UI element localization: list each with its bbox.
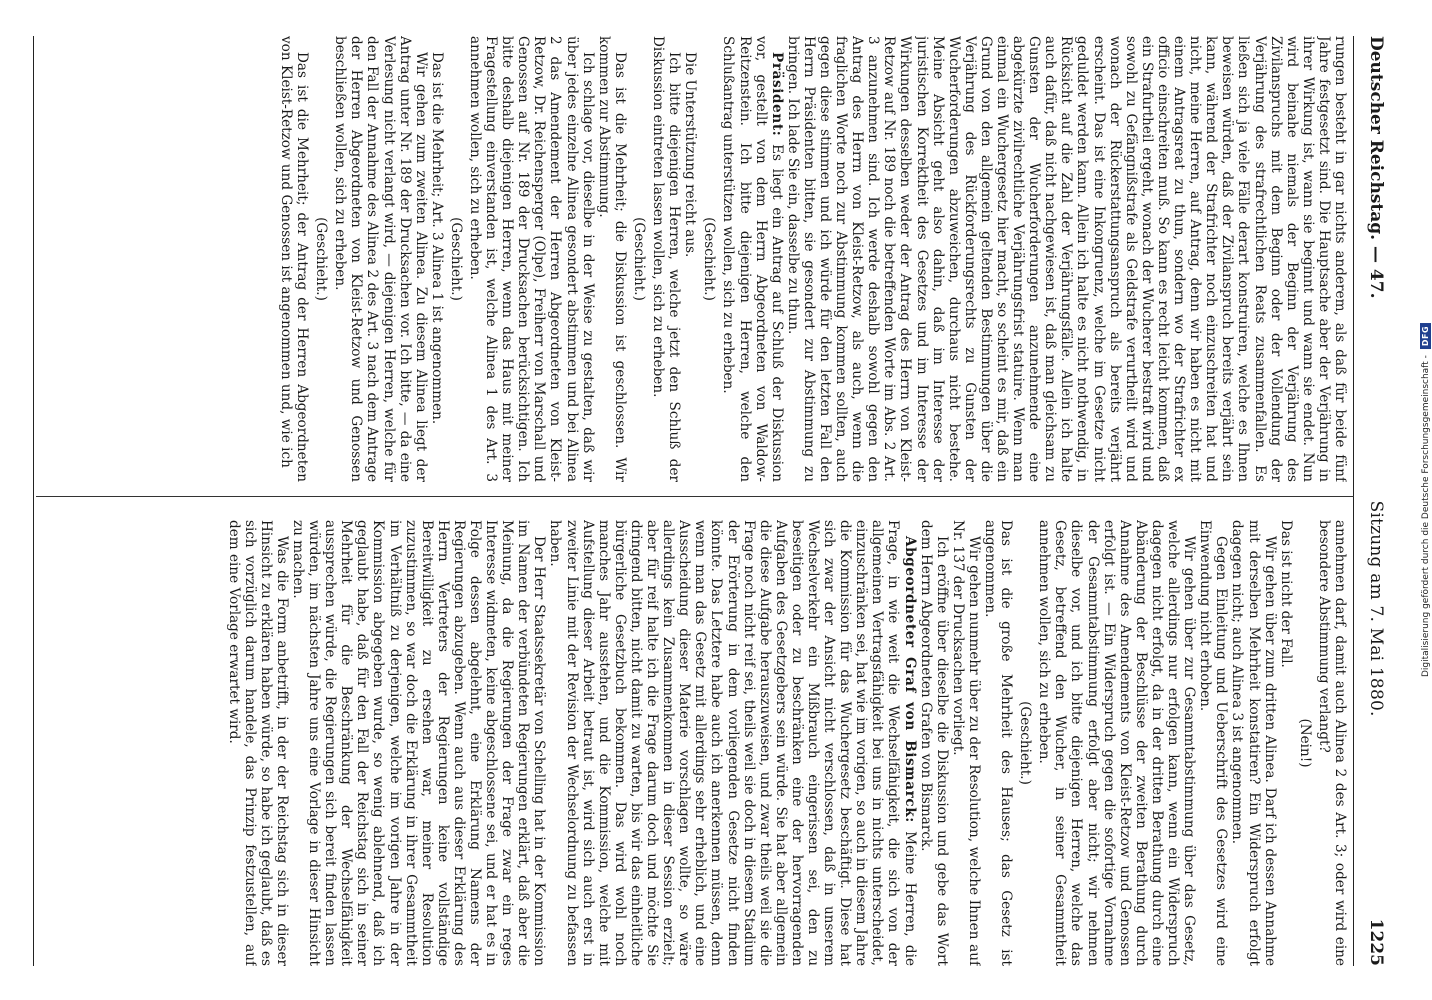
watermark-text: Digitalisierung gefördert durch die Deutsche Forschungsgemeinschaft - [1420, 355, 1431, 678]
text-paragraph: Wir gehen nunmehr über zu der Resolution, welche Ihnen auf Nr. 137 der Drucksachen vorliegt. [949, 520, 982, 966]
text-paragraph: Der Herr Staatssekretär von Schelling hat in der Kommission im Namen der verbündeten Regierungen erklärt, daß aber die Meinung, da die Regierungen der Frage zwar ein reges Interesse widmeten, keine abgeschlossene sei, und er hat es in Folge dessen abgelehnt, eine Erklärung Namens der Regierungen abzugeben. Wenn auch aus dieser Erklärung des Herrn Vertreters der Regierungen keine vollständige Bereitwilligkeit zu ersehen war, meiner Resolution zuzustimmen, so war doch die Erklärung in ihrer Gesammtheit im Verhältniß zu derjenigen, welche im vorigen Jahre in der Kommission abgegeben wurde, so wenig ablehnend, daß ich geglaubt habe, daß für den Fall der Reichstag sich in seiner Mehrheit für die Beschränkung der Wechselfähigkeit aussprechen würde, die Regierungen sich bereit finden lassen würden, im nächsten Jahre uns eine Vorlage in dieser Hinsicht zu machen. [290, 520, 548, 966]
footer-rule [33, 36, 34, 966]
stage-direction: (Geschieht.) [447, 217, 464, 301]
text-paragraph: Gegen Einleitung und Ueberschrift des Gesetzes wird eine Einwendung nicht erhoben. [1197, 520, 1230, 966]
speech-text: Meine Herren, die Frage, in wie weit die Wechselfähigkeit, die sich von der allgemeinen Vertragsfähigkeit bei uns in nichts unterscheidet, einzuschränken sei, hat wie im vorigen, so auch in diesem Jahre die Kommission für das Wuchergesetz beschäftigt. Diese hat sich zwar der Ansicht nicht verschlossen, daß in unserem Wechselverkehr ein Mißbrauch eingerissen sei, den zu beseitigen oder zu beschränken eine der hervorragenden Aufgaben des Gesetzgebers sein würde. Sie hat aber allgemein die diese Aufgabe herauszuweisen, und zwar theils weil sie die Frage noch nicht reif sei, theils weil sie doch in diesem Stadium der Erörterung in dem vorliegenden Gesetze nicht finden könnte. Das Letztere habe auch ich anerkennen müssen, denn wenn man das Gesetz mit allerdings sehr erheblich, und eine Ausscheidung dieser Materie vorschlagen wollte, so wäre allerdings kein Zusammenkommen in dieser Session erzielt; aber für reif halte ich die Frage darum doch und möchte Sie dringend bitten, nicht damit zu warten, bis wir das einheitliche bürgerliche Gesetzbuch bekommen. Das wird wohl noch manches Jahr ausstehen, und die Kommission, welche mit Aufstellung dieser Arbeit betraut ist, wird sich auch erst in zweiter Linie mit der Revision der Wechselordnung zu befassen haben. [547, 520, 918, 966]
text-paragraph: Ich bitte diejenigen Herren, welche jetzt den Schluß der Diskussion eintreten lassen wollen, sich zu erheben. [650, 36, 683, 482]
text-paragraph: Das ist die große Mehrheit des Hauses; das Gesetz ist angenommen. [982, 520, 1015, 966]
page-header [1356, 36, 1396, 966]
digitization-watermark [1420, 323, 1431, 677]
left-column [38, 36, 1348, 482]
header-rule [1353, 36, 1354, 966]
speech-paragraph [720, 36, 784, 482]
text-paragraph: Ich eröffne über dieselbe die Diskussion und gebe das Wort dem Herrn Abgeordneten Grafen von Bismarck. [917, 520, 950, 966]
dfg-logo: DFG [1420, 323, 1431, 349]
speech-paragraph [547, 520, 917, 966]
text-paragraph: Wir gehen zum zweiten Alinea. Zu diesem Alinea liegt der Antrag unter Nr. 189 der Drucksachen vor. Ich bitte, — da eine Verlesung nicht verlangt wird, — diejenigen Herren, welche für den Fall der Annahme des Alinea 2 des Art. 3 nach dem Antrage der Herren Abgeordneten von Kleist-Retzow und Genossen beschließen wollen, sich zu erheben. [332, 36, 429, 482]
text-paragraph: Wir gehen über zum dritten Alinea. Darf ich dessen Annahme mit derselben Mehrheit konstatiren? Ein Widerspruch erfolgt dagegen nicht; auch Alinea 3 ist angenommen. [1229, 520, 1278, 966]
left-column-blocks [278, 36, 785, 482]
left-column-opening-paragraph: rungen besteht in gar nichts anderem, als daß für beide fünf Jahre festgesetzt sind. Die Hauptsache aber der Verjährung in ihrer Wirkung ist, wann sie beginnt und wann sie endet. Nun wird beinahe niemals der Beginn der Verjährung des Zivilanspruchs mit dem Beginn oder der Vollendung der Verjährung des strafrechtlichen Reats zusammenfallen. Es ließen sich ja viele Fälle derart konstruiren, welche es Ihnen beweisen würden, daß der Zivilanspruch bereits verjährt sein kann, während der Strafrichter noch einzuschreiten hat und nicht, meine Herren, auf Antrag, denn wir haben es nicht mit einem Antragsreat zu thun, sondern wo der Strafrichter ex officio einschreiten muß. So kann es recht leicht kommen, daß ein Strafurtheil ergeht, wonach der Wucherer bestraft wird und sowohl zu Gefängnißstrafe als Geldstrafe verurtheilt wird und wonach der Rückerstattungsanspruch als bereits verjährt erscheint. Das ist eine Inkongruenz, welche im Gesetze nicht geduldet werden kann. Allein ich halte es nicht nothwendig, in Rücksicht auf die Zahl der Verjährungsfälle. Allein ich halte auch dafür, daß nicht nachgewiesen ist, daß man gleichsam zu Gunsten der Wucherforderungen anzunehmende eine abgekürzte zivilrechtliche Verjährungsfrist statuire. Wenn man einmal ein Wuchergesetz hier macht, so scheint es mir, daß ein Grund von den allgemein geltenden Bestimmungen über die Verjährung des Rückforderungsrechts zu Gunsten der Wucherforderungen abzuweichen, durchaus nicht bestehe. Meine Absicht geht also dahin, daß im Interesse der juristischen Korrektheit des Gesetzes und im Interesse der Wirkungen desselben weder der Antrag des Herrn von Kleist-Retzow auf Nr. 189 noch die betreffenden Worte im Abs. 2 Art. 3 anzunehmen sind. Ich werde deshalb sowohl gegen den Antrag des Herrn von Kleist-Retzow, als auch, wenn die fraglichen Worte noch zur Abstimmung kommen sollten, auch gegen diese stimmen und ich würde für den letzten Fall den Herrn Präsidenten bitten, sie gesondert zur Abstimmung zu bringen. Ich lade Sie ein, dasselbe zu thun. [784, 36, 1348, 482]
right-column-blocks [226, 520, 1348, 966]
page-number: 1225 [1366, 918, 1386, 966]
text-paragraph: Das ist die Mehrheit; der Antrag der Herren Abgeordneten von Kleist-Retzow und Genossen ist angenommen und, wie ich [278, 36, 311, 482]
text-paragraph: Wir gehen über zur Gesammtabstimmung über das Gesetz, welche allerdings nur erfolgen kann, wenn ein Widerspruch dagegen nicht erfolgt, da in der dritten Berathung durch eine Abänderung der Beschlüsse der zweiten Berathung durch Annahme des Amendements von Kleist-Retzow und Genossen erfolgt ist. — Ein Widerspruch gegen die sofortige Vornahme der Gesammtabstimmung erfolgt aber nicht; wir nehmen dieselbe vor, und ich bitte diejenigen Herren, welche das Gesetz, betreffend den Wucher, in seiner Gesammtheit annehmen wollen, sich zu erheben. [1036, 520, 1198, 966]
speech-text: Es liegt ein Antrag auf Schluß der Diskussion vor, gestellt von dem Herrn Abgeordneten von Waldow-Reitzenstein. Ich bitte diejenigen Herren, welche den Schlußantrag unterstützen wollen, sich zu erheben. [720, 36, 785, 482]
text-paragraph: Ich schlage vor, dieselbe in der Weise zu gestalten, daß wir über jedes einzelne Alinea gesondert abstimmen und bei Alinea 2 das Amendement der Herren Abgeordneten von Kleist-Retzow, Dr. Reichensperger (Olpe), Freiherr von Marschall und Genossen auf Nr. 189 der Drucksachen berücksichtigen. Ich bitte deshalb diejenigen Herren, wenn das Haus mit meiner Fragestellung einverstanden ist, welche Alinea 1 des Art. 3 annehmen wollen, sich zu erheben. [467, 36, 596, 482]
stage-direction: (Nein!) [1296, 718, 1313, 768]
text-paragraph: Das ist nicht der Fall. [1277, 520, 1294, 668]
stage-direction: (Geschieht.) [1017, 701, 1034, 785]
speaker-name: Abgeordneter Graf von Bismarck: [901, 536, 918, 823]
column-divider [36, 496, 1354, 497]
stage-direction: (Geschieht.) [630, 217, 647, 301]
text-paragraph: Das ist die Mehrheit; die Diskussion ist geschlossen. Wir kommen zur Abstimmung. [595, 36, 628, 482]
text-paragraph: Das ist die Mehrheit; Art. 3 Alinea 1 ist angenommen. [428, 52, 445, 425]
text-paragraph: annehmen darf, damit auch Alinea 2 des Art. 3; oder wird eine besondere Abstimmung verlangt? [1315, 520, 1348, 966]
text-paragraph: Die Unterstützung reicht aus. [682, 52, 699, 258]
text-paragraph: Was die Form anbetrifft, in der der Reichstag sich in dieser Hinsicht zu erklären haben würde, so habe ich geglaubt, daß es sich vorzüglich darum handele, das Prinzip festzustellen, auf dem eine Vorlage erwartet wird. [225, 520, 290, 966]
right-column [38, 520, 1348, 966]
document-page [26, 0, 1406, 1000]
stage-direction: (Geschieht.) [313, 217, 330, 301]
stage-direction: (Geschieht.) [701, 217, 718, 301]
running-head-session: Sitzung am 7. Mai 1880. [1366, 500, 1386, 717]
speaker-name: Präsident: [768, 52, 785, 137]
running-head-left: Deutscher Reichstag. — 47. [1366, 36, 1386, 299]
